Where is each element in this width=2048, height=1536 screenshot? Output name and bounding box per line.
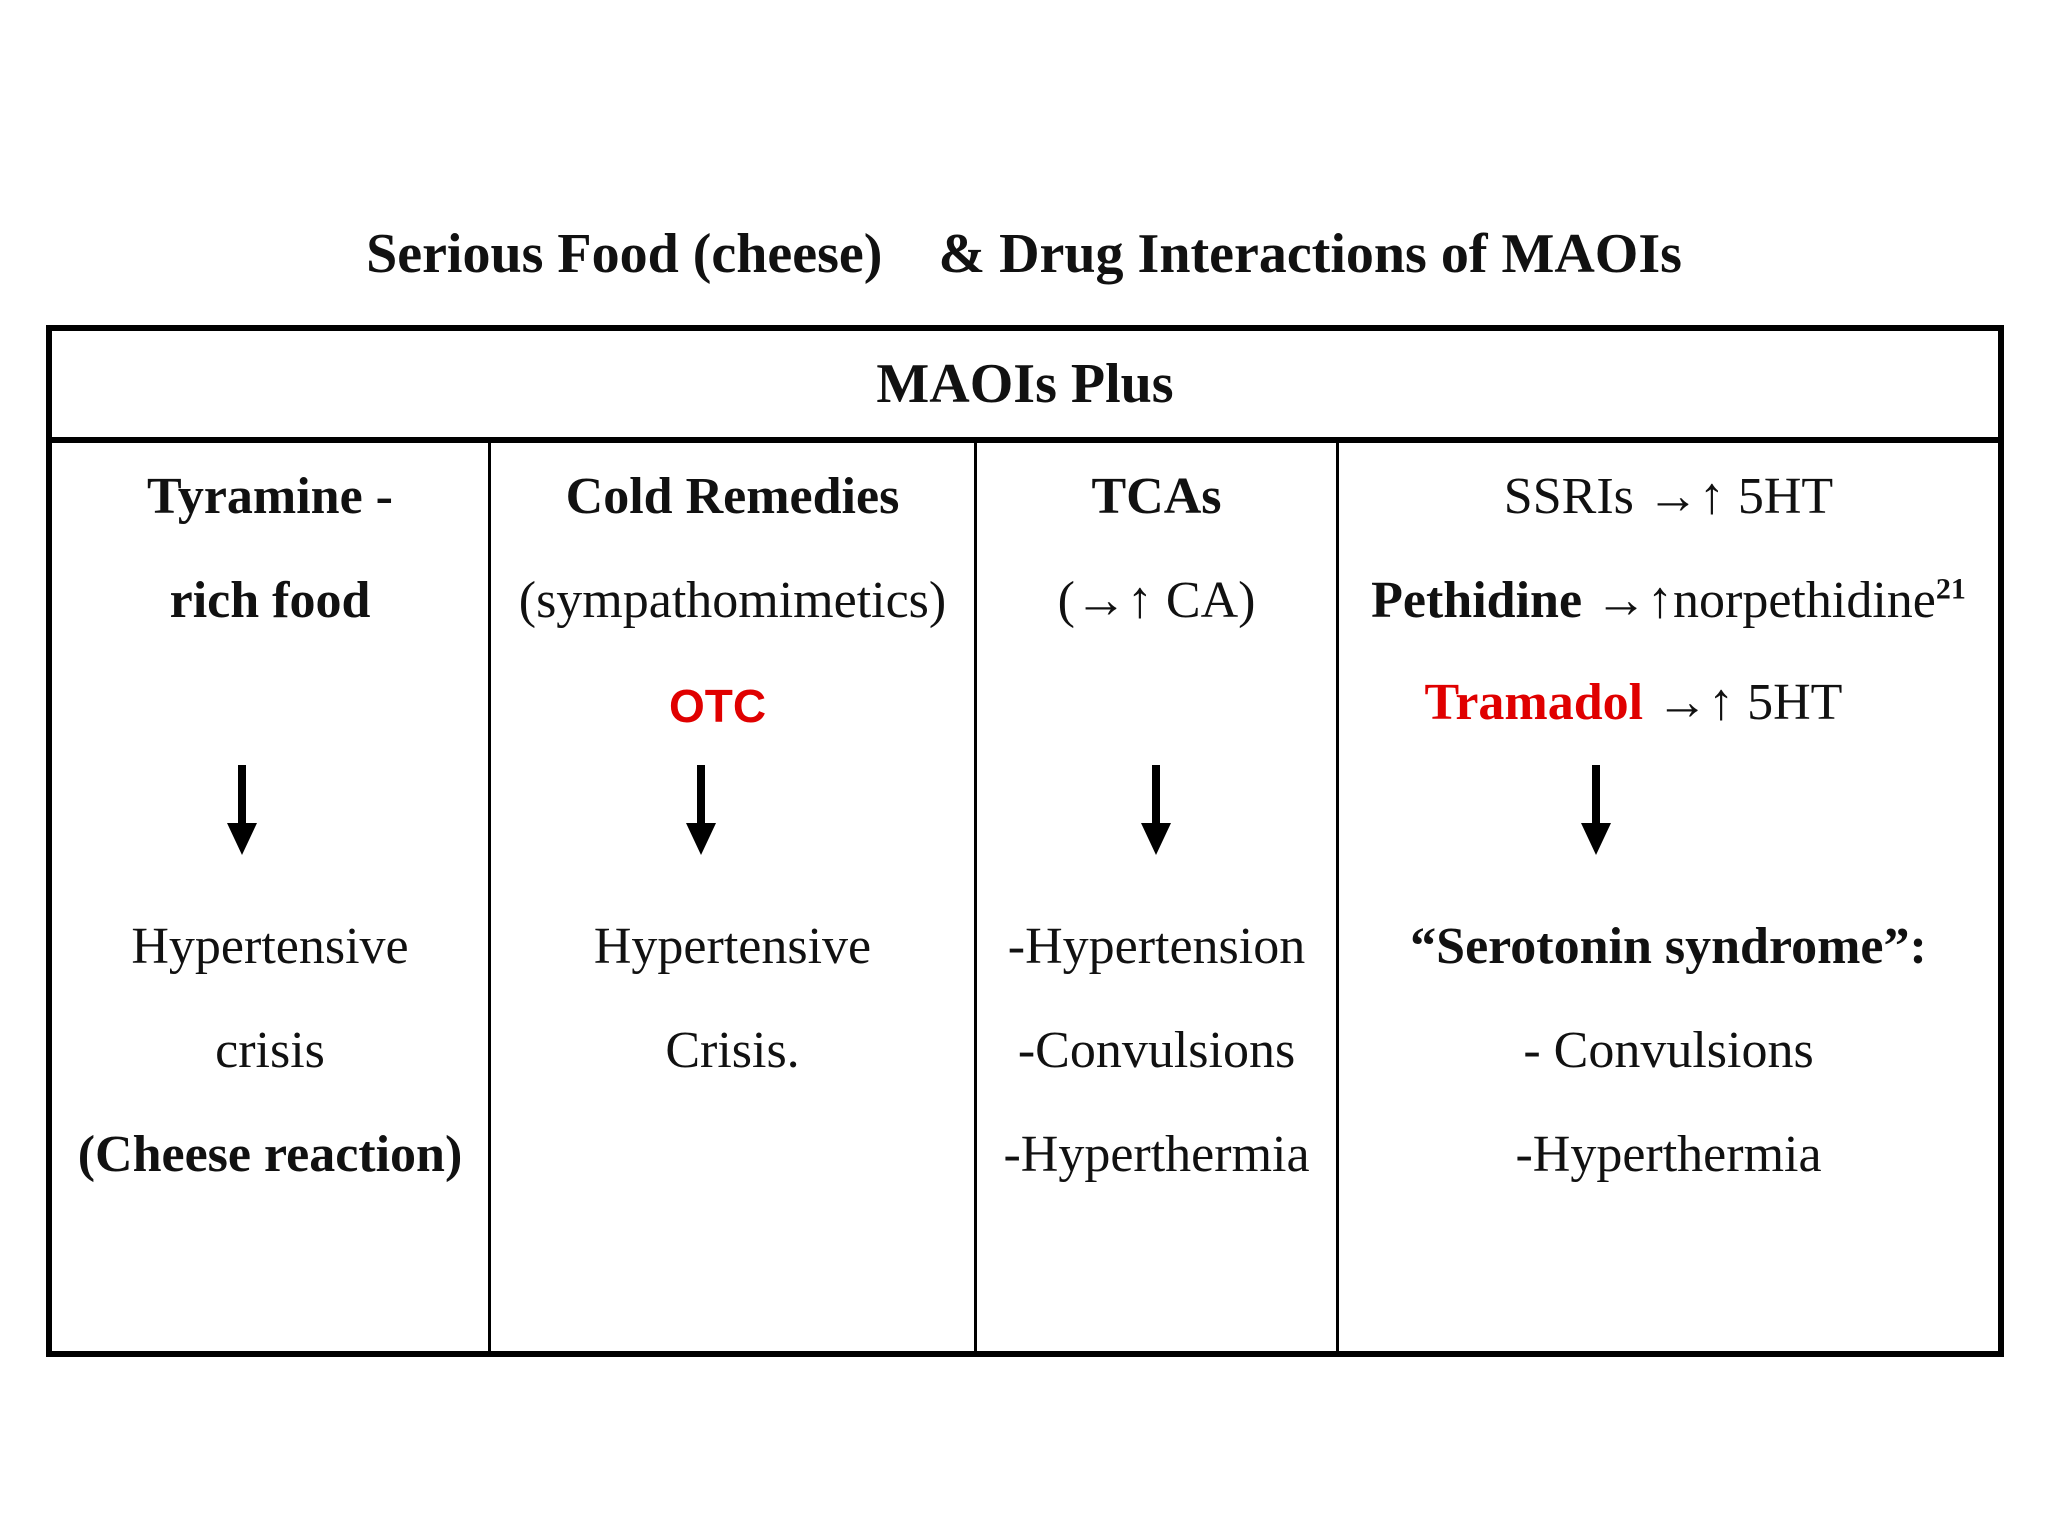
column-title-line2: rich food	[169, 572, 371, 629]
effect-line3: (Cheese reaction)	[77, 1126, 463, 1183]
effect-line3: -Hyperthermia	[1515, 1126, 1822, 1183]
effect-line1: Hypertensive	[131, 918, 409, 975]
tramadol-effect: →↑ 5HT	[1643, 674, 1843, 731]
column-title-line1: TCAs	[1091, 468, 1222, 525]
column-tcas	[974, 443, 1336, 1351]
effect-line2: crisis	[215, 1022, 325, 1079]
effect-line2: -Convulsions	[1017, 1022, 1296, 1079]
down-arrow-icon	[227, 765, 257, 855]
tramadol-label: Tramadol	[1424, 674, 1644, 731]
column-title-line1: SSRIs →↑ 5HT	[1503, 468, 1834, 525]
table-header: MAOIs Plus	[52, 331, 1998, 443]
column-tyramine	[52, 443, 488, 1351]
column-title-line2	[1339, 571, 1998, 631]
effect-line3: -Hyperthermia	[1003, 1126, 1310, 1183]
down-arrow-icon	[1141, 765, 1171, 855]
column-title-line2: (sympathomimetics)	[518, 572, 947, 629]
column-ssris	[1336, 443, 1998, 1351]
footnote-ref: 21	[1935, 572, 1966, 606]
down-arrow-icon	[686, 765, 716, 855]
otc-label: OTC	[668, 680, 767, 732]
effect-line2: Crisis.	[665, 1022, 800, 1079]
column-title-line1: Cold Remedies	[565, 468, 900, 525]
pethidine-label: Pethidine	[1371, 572, 1583, 629]
effect-line1: -Hypertension	[1007, 918, 1306, 975]
page-title: Serious Food (cheese) & Drug Interactions of MAOIs	[366, 223, 1682, 285]
effect-line1: Hypertensive	[593, 918, 872, 975]
pethidine-effect: →↑norpethidine	[1582, 572, 1936, 629]
column-title-line3	[1269, 673, 1998, 733]
effect-line1: “Serotonin syndrome”:	[1410, 918, 1927, 975]
column-cold-remedies	[488, 443, 974, 1351]
column-title-line2: (→↑ CA)	[1057, 572, 1256, 629]
interactions-table	[46, 325, 2004, 1357]
column-title-line1: Tyramine -	[147, 468, 393, 525]
effect-line2: - Convulsions	[1523, 1022, 1814, 1079]
down-arrow-icon	[1581, 765, 1611, 855]
